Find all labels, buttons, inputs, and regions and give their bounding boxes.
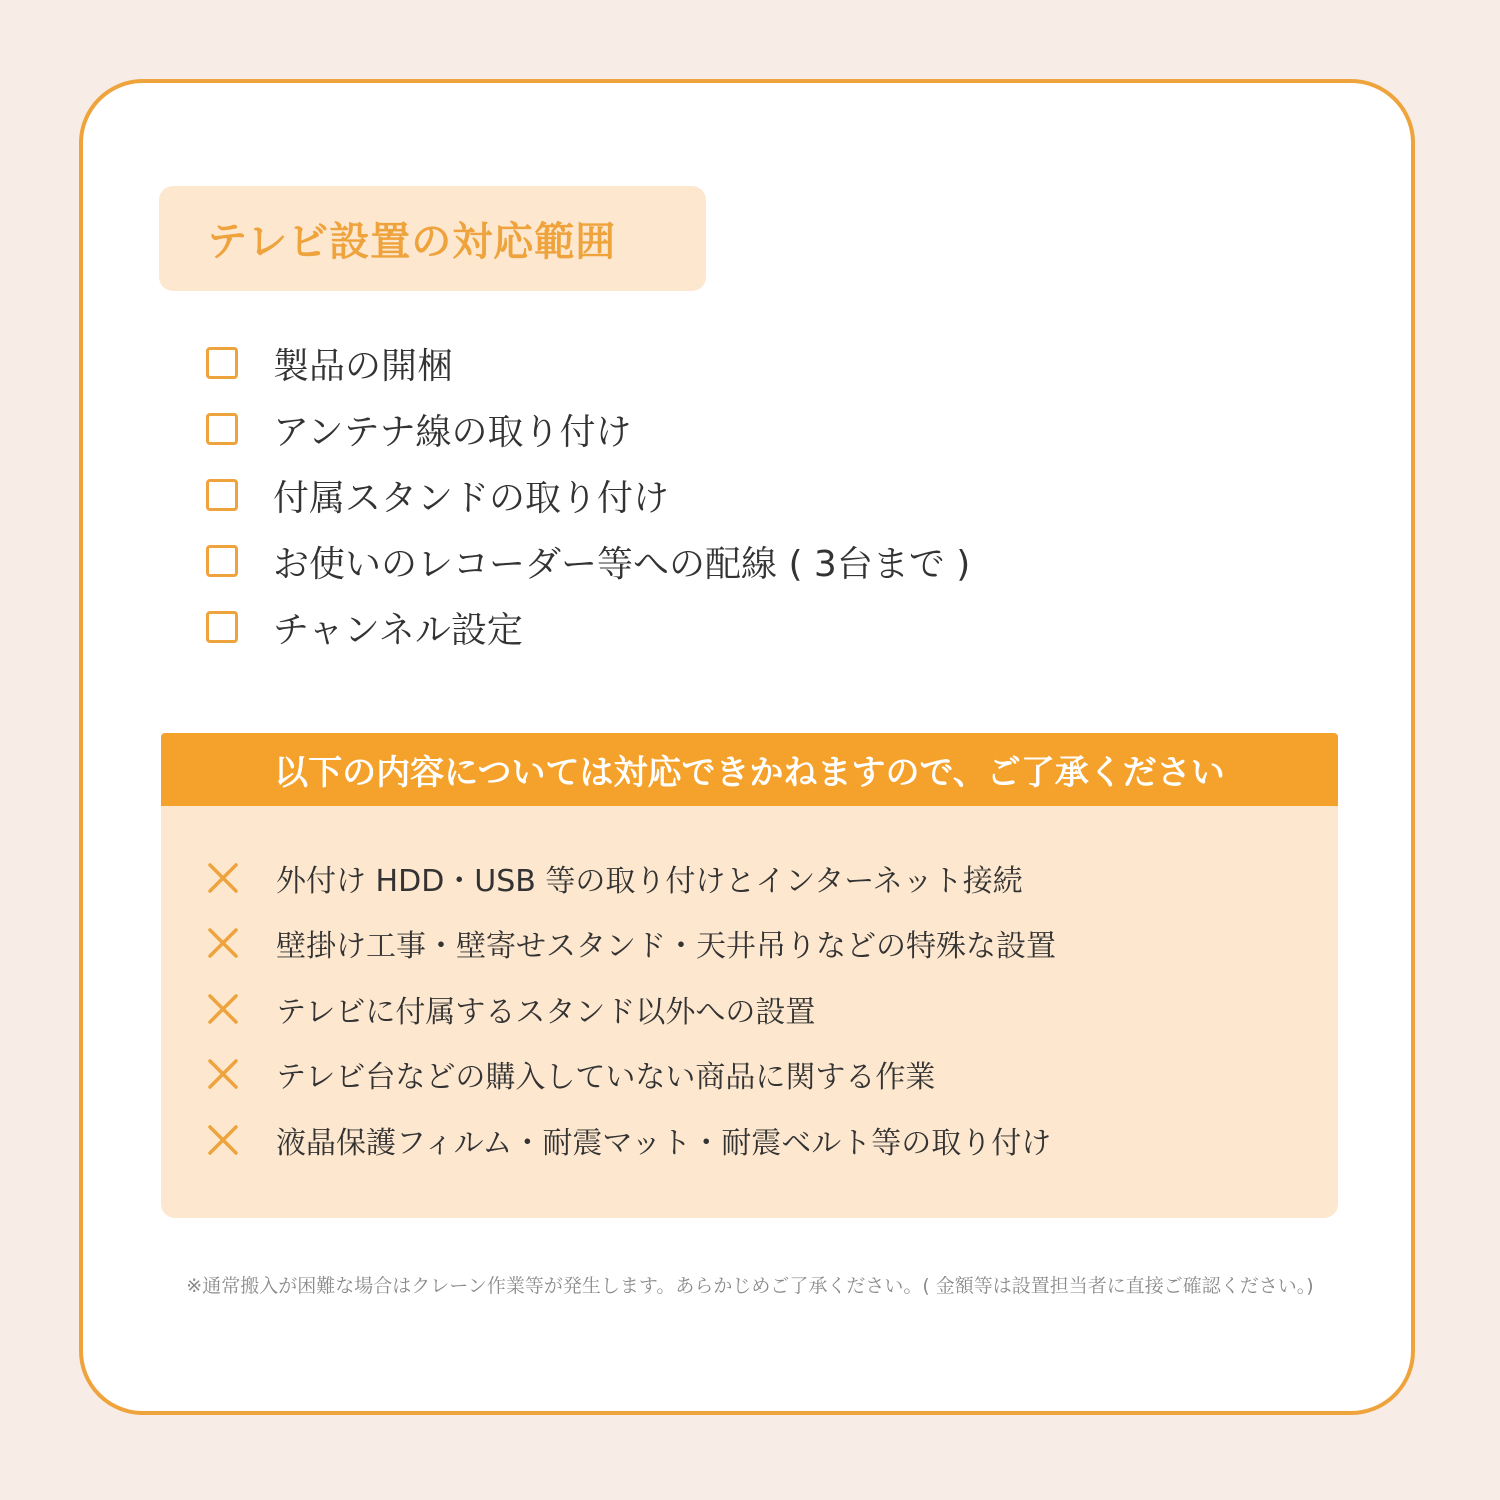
x-mark-icon [206, 1057, 240, 1091]
checkbox-icon [206, 347, 238, 379]
scope-item-label: 製品の開梱 [273, 345, 454, 387]
scope-item-label: アンテナ線の取り付け [273, 411, 632, 453]
scope-list [206, 330, 970, 660]
exclusion-heading: 以下の内容については対応できかねますので、ご了承ください [274, 753, 1225, 793]
x-mark-icon [206, 926, 240, 960]
list-item [206, 976, 1056, 1042]
exclusion-list [206, 845, 1056, 1173]
exclusion-item-label: テレビに付属するスタンド以外への設置 [276, 994, 816, 1030]
scope-item-label: 付属スタンドの取り付け [273, 477, 670, 519]
exclusion-item-label: 壁掛け工事・壁寄せスタンド・天井吊りなどの特殊な設置 [276, 929, 1056, 965]
checkbox-icon [206, 611, 238, 643]
x-mark-icon [206, 1123, 240, 1157]
scope-item-label: お使いのレコーダー等への配線 ( 3台まで ) [273, 543, 971, 585]
exclusion-header [161, 733, 1338, 806]
list-item [206, 396, 970, 462]
x-mark-icon [206, 861, 240, 895]
list-item [206, 330, 970, 396]
x-mark-icon [206, 992, 240, 1026]
exclusion-item-label: 液晶保護フィルム・耐震マット・耐震ベルト等の取り付け [276, 1125, 1052, 1161]
list-item [206, 594, 970, 660]
exclusion-item-label: 外付け HDD・USB 等の取り付けとインターネット接続 [276, 863, 1023, 899]
scope-item-label: チャンネル設定 [273, 609, 523, 651]
list-item [206, 1042, 1056, 1108]
title-badge [159, 186, 706, 291]
list-item [206, 528, 970, 594]
list-item [206, 462, 970, 528]
exclusion-item-label: テレビ台などの購入していない商品に関する作業 [276, 1060, 936, 1096]
checkbox-icon [206, 479, 238, 511]
footnote: ※通常搬入が困難な場合はクレーン作業等が発生します。あらかじめご了承ください。( 金額等は設置担当者に直接ご確認ください。) [186, 1275, 1314, 1297]
list-item [206, 845, 1056, 911]
list-item [206, 911, 1056, 977]
list-item [206, 1107, 1056, 1173]
checkbox-icon [206, 545, 238, 577]
page-title: テレビ設置の対応範囲 [207, 219, 617, 265]
checkbox-icon [206, 413, 238, 445]
